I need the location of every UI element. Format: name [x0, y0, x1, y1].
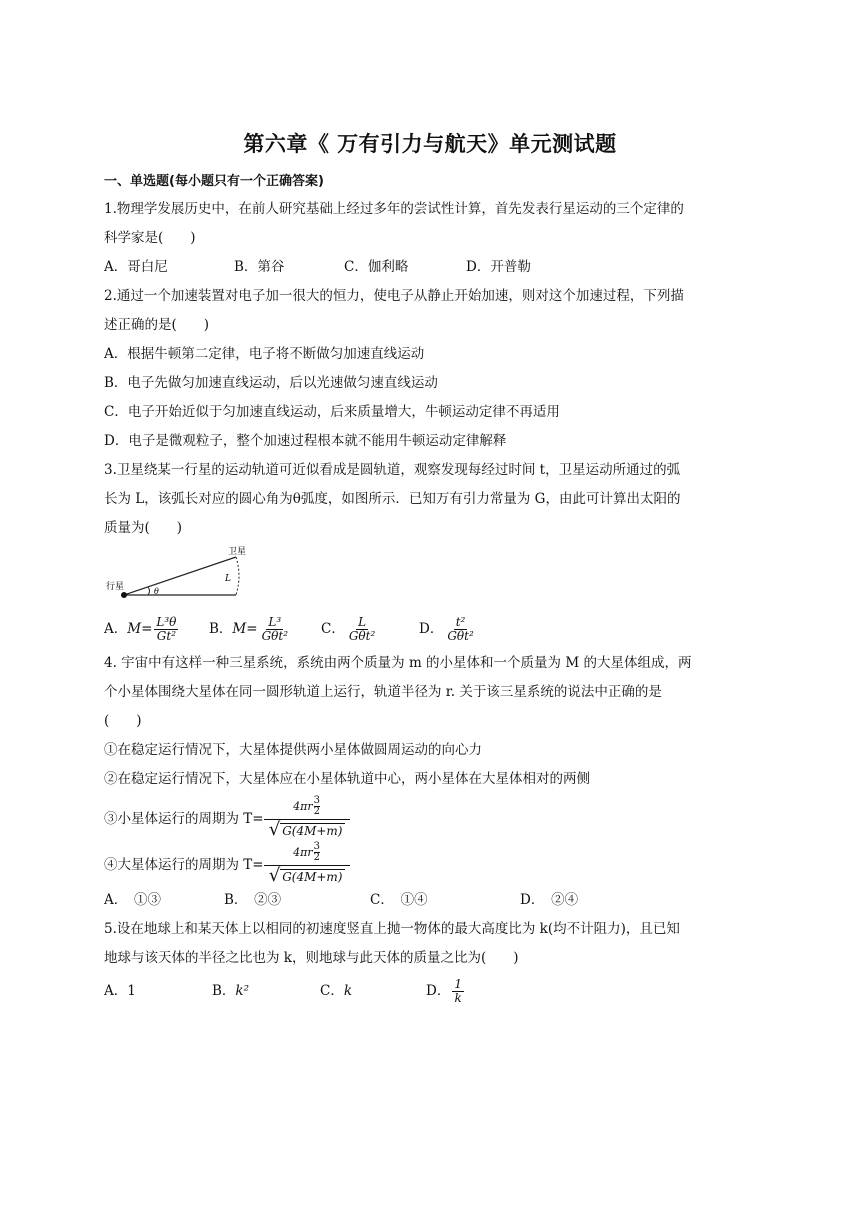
- option-d: [419, 615, 478, 644]
- option-a-denominator: Gt²: [156, 628, 176, 643]
- option-a: [104, 615, 209, 644]
- option-b: [212, 977, 320, 1006]
- option-b: B．第谷: [234, 259, 285, 275]
- option-c: [320, 977, 426, 1006]
- option-a: A． ①③: [104, 892, 161, 908]
- exponent-den: 2: [313, 806, 321, 817]
- radicand: G(4M+m): [282, 823, 343, 838]
- question-5: [104, 915, 756, 1009]
- question-2-stem-line1: 2.通过一个加速装置对电子加一很大的恒力，使电子从静止开始加速，则对这个加速过程，下列描: [104, 288, 684, 304]
- satellite-label: 卫星: [228, 547, 247, 557]
- question-5-options: [104, 973, 756, 1009]
- planet-label: 行星: [106, 582, 125, 592]
- question-2: [104, 282, 756, 456]
- question-1-options: [104, 253, 756, 282]
- statement-2: ②在稳定运行情况下，大星体应在小星体轨道中心，两小星体在大星体相对的两侧: [104, 771, 590, 787]
- statement-4-text: ④大星体运行的周期为 T=: [104, 857, 264, 873]
- statement-3: [104, 794, 756, 840]
- formula-denominator: [268, 819, 345, 840]
- question-1-stem-line1: 1.物理学发展历史中，在前人研究基础上经过多年的尝试性计算，首先发表行星运动的三个定律的: [104, 201, 684, 217]
- question-1: [104, 195, 756, 282]
- option-d: D． ②④: [520, 892, 579, 908]
- option-a-numerator: L³θ: [156, 614, 177, 629]
- planet-dot: [121, 592, 127, 598]
- arc-L: [236, 557, 239, 595]
- statement-3-text: ③小星体运行的周期为 T=: [104, 811, 264, 827]
- section-heading: 一、单选题(每小题只有一个正确答案): [104, 174, 324, 189]
- option-a: A．哥白尼: [104, 259, 168, 275]
- option-c-denominator: Gθt²: [348, 628, 376, 643]
- orbit-diagram: [104, 545, 247, 609]
- option-d-numerator: t²: [455, 614, 466, 629]
- option-b-fraction: [260, 616, 290, 643]
- option-d-numerator: 1: [454, 976, 462, 991]
- option-d: [426, 977, 466, 1006]
- document-page: [104, 128, 756, 1009]
- option-b-value: k²: [235, 982, 250, 999]
- formula-exponent: [314, 796, 320, 817]
- option-b: [209, 615, 321, 644]
- option-c-numerator: L: [358, 614, 367, 629]
- radius-line-upper: [124, 557, 236, 595]
- option-a: A．根据牛顿第二定律，电子将不断做匀加速直线运动: [104, 346, 425, 362]
- exponent-num: 3: [313, 841, 321, 852]
- statement-3-formula: [264, 796, 350, 838]
- arc-label: L: [225, 574, 231, 584]
- formula-top: 4πr: [293, 799, 313, 813]
- formula-denominator: [268, 865, 345, 886]
- question-3-stem-line3: 质量为( ): [104, 520, 183, 536]
- sqrt-symbol: √: [268, 819, 281, 840]
- option-a-value: 1: [127, 982, 136, 999]
- statement-1: ①在稳定运行情况下，大星体提供两小星体做圆周运动的向心力: [104, 742, 482, 758]
- question-5-stem-line1: 5.设在地球上和某天体上以相同的初速度竖直上抛一物体的最大高度比为 k(均不计阻力)，且已知: [104, 921, 680, 937]
- statement-4: [104, 840, 756, 886]
- option-b: B．电子先做匀加速直线运动，后以光速做匀速直线运动: [104, 375, 438, 391]
- option-c: C．电子开始近似于匀加速直线运动，后来质量增大，牛顿运动定律不再适用: [104, 404, 560, 420]
- option-c: C． ①④: [370, 892, 428, 908]
- formula-numerator: [293, 842, 320, 863]
- option-b-denominator: Gθt²: [261, 628, 289, 643]
- option-a: [104, 977, 212, 1006]
- option-c-fraction: [347, 616, 377, 643]
- formula-numerator: [293, 796, 320, 817]
- option-d-denominator: Gθt²: [447, 628, 474, 643]
- option-a-label: A．: [104, 620, 128, 637]
- question-3-options: [104, 609, 756, 649]
- option-b-prefix: M=: [232, 620, 258, 637]
- question-3-stem-line1: 3.卫星绕某一行星的运动轨道可近似看成是圆轨道，观察发现每经过时间 t，卫星运动所通过的弧: [104, 462, 681, 478]
- question-5-stem-line2: 地球与该天体的半径之比也为 k，则地球与此天体的质量之比为( ): [104, 950, 519, 966]
- radicand: G(4M+m): [282, 869, 343, 884]
- option-d-label: D．: [419, 620, 444, 637]
- question-3-stem-line2: 长为 L，该弧长对应的圆心角为θ弧度，如图所示．已知万有引力常量为 G，由此可计算出太阳的: [104, 491, 681, 507]
- option-c-label: C．: [320, 982, 344, 999]
- option-a-prefix: M=: [127, 620, 153, 637]
- option-a-label: A．: [104, 982, 128, 999]
- question-4-options: [104, 886, 756, 915]
- question-4-stem-line3: ( ): [104, 713, 142, 729]
- question-2-stem-line2: 述正确的是( ): [104, 317, 210, 333]
- option-b: B． ②③: [224, 892, 282, 908]
- option-c-label: C．: [321, 620, 345, 637]
- question-1-stem-line2: 科学家是( ): [104, 230, 196, 246]
- orbit-figure: [104, 545, 756, 609]
- sqrt-symbol: √: [268, 865, 281, 886]
- option-c: [321, 615, 419, 644]
- option-c: C．伽利略: [344, 259, 409, 275]
- exponent-den: 2: [313, 852, 321, 863]
- exponent-num: 3: [313, 795, 321, 806]
- option-b-label: B．: [209, 620, 233, 637]
- option-d-fraction: [452, 978, 464, 1005]
- question-4: [104, 649, 756, 915]
- angle-arc: [148, 587, 150, 595]
- option-d-denominator: k: [454, 990, 462, 1005]
- angle-label: θ: [154, 587, 159, 596]
- option-c-value: k: [343, 982, 353, 999]
- question-3: [104, 456, 756, 649]
- formula-top: 4πr: [293, 845, 313, 859]
- option-d: D．开普勒: [466, 259, 531, 275]
- page-title: 第六章《 万有引力与航天》单元测试题: [243, 132, 617, 156]
- option-b-numerator: L³: [268, 614, 282, 629]
- option-d-label: D．: [426, 982, 451, 999]
- question-4-stem-line1: 4. 宇宙中有这样一种三星系统，系统由两个质量为 m 的小星体和一个质量为 M 的大星体组成，两: [104, 655, 692, 671]
- question-4-stem-line2: 个小星体围绕大星体在同一圆形轨道上运行，轨道半径为 r. 关于该三星系统的说法中正确的是: [104, 684, 662, 700]
- option-d-fraction: [445, 616, 475, 643]
- option-a-fraction: [154, 616, 178, 643]
- formula-exponent: [314, 842, 320, 863]
- option-d: D．电子是微观粒子，整个加速过程根本就不能用牛顿运动定律解释: [104, 433, 507, 449]
- statement-4-formula: [264, 842, 350, 884]
- option-b-label: B．: [212, 982, 236, 999]
